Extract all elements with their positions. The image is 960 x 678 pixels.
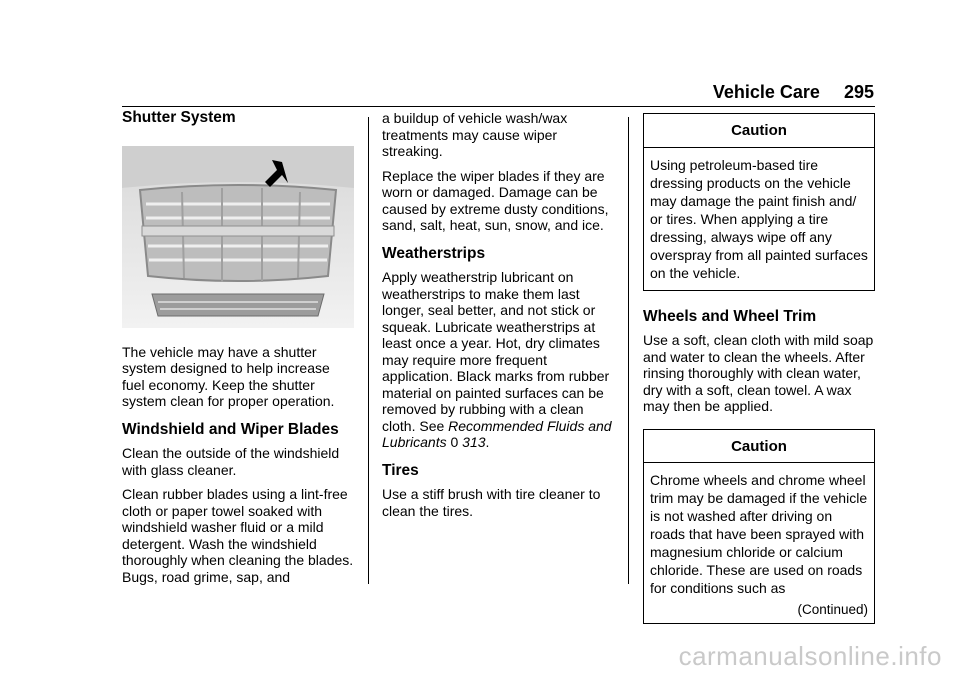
shutter-system-text: The vehicle may have a shutter system designed to help increase fuel economy. Keep the shutter system clean for proper operation.: [122, 343, 335, 409]
page-reference-icon: 0: [450, 434, 459, 450]
continued-label: (Continued): [797, 602, 868, 617]
tires-heading: Tires: [382, 461, 419, 479]
column-divider-1: [368, 117, 369, 584]
windshield-paragraph-3: Replace the wiper blades if they are worn or damaged. Damage can be caused by extreme dusty conditions, sand, salt, heat, sun, snow, and ice.: [382, 167, 609, 233]
weatherstrips-paragraph: Apply weatherstrip lubricant on weatherstrips to make them last longer, seal better, and not stick or squeak. Lubricate weatherstrips at least once a year. Hot, dry climates may require more frequent application. Black marks from rubber material on painted surfaces can be removed by rubbing with a clean cloth. See Recommended Fluids and Lubricants 0 313.: [382, 269, 612, 450]
wheels-heading: Wheels and Wheel Trim: [643, 307, 817, 325]
section-title: Vehicle Care: [712, 82, 820, 102]
watermark: carmanualsonline.info: [678, 641, 942, 671]
caution-text-1: Using petroleum-based tire dressing products on the vehicle may damage the paint finish and/ or tires. When applying a tire dressing, always wipe off any overspray from all painted surfaces on the vehicle.: [650, 156, 868, 281]
reference-page-number[interactable]: 313: [462, 434, 486, 450]
grille-illustration: [122, 146, 354, 328]
windshield-paragraph-1: Clean the outside of the windshield with glass cleaner.: [122, 445, 340, 478]
caution-text-2: Chrome wheels and chrome wheel trim may be damaged if the vehicle is not washed after driving on roads that have been sprayed with magnesium chloride or calcium chloride. These are used on roads for conditions such as: [650, 472, 868, 596]
recommended-fluids-link[interactable]: Recommended Fluids and Lubricants: [382, 417, 612, 450]
caution-box-1: [643, 113, 875, 291]
column-3: [643, 110, 875, 624]
windshield-wiper-heading: Windshield and Wiper Blades: [122, 420, 339, 438]
header-rule: [122, 106, 875, 107]
shutter-system-heading: Shutter System: [122, 109, 236, 126]
caution-title-1: Caution: [644, 114, 874, 148]
page-number: 295: [843, 82, 874, 102]
weatherstrips-text: Apply weatherstrip lubricant on weatherstrips to make them last longer, seal better, and not stick or squeak. Lubricate weatherstrips at least once a year. Hot, dry climates may require more frequent application. Black marks from rubber material on painted surfaces can be removed by rubbing with a clean cloth. See: [382, 269, 610, 434]
column-2: [382, 110, 614, 527]
caution-title-2: Caution: [644, 430, 874, 464]
column-divider-2: [628, 117, 629, 584]
page-header: [713, 82, 874, 103]
caution-body-2: [644, 463, 874, 623]
windshield-paragraph-2: Clean rubber blades using a lint-free cloth or paper towel soaked with windshield washer fluid or a mild detergent. Wash the windshield thoroughly when cleaning the blades. Bugs, road grime, sap, and: [122, 486, 354, 585]
wheels-paragraph: Use a soft, clean cloth with mild soap and water to clean the wheels. After rinsing thoroughly with clean water, dry with a soft, clean towel. A wax may then be applied.: [643, 332, 874, 414]
shutter-system-figure: [122, 146, 354, 328]
caution-box-2: [643, 429, 875, 625]
weatherstrips-heading: Weatherstrips: [382, 244, 486, 262]
column-1: [122, 110, 354, 593]
windshield-paragraph-2-cont: a buildup of vehicle wash/wax treatments may cause wiper streaking.: [382, 110, 568, 159]
tires-paragraph: Use a stiff brush with tire cleaner to clean the tires.: [382, 486, 601, 519]
